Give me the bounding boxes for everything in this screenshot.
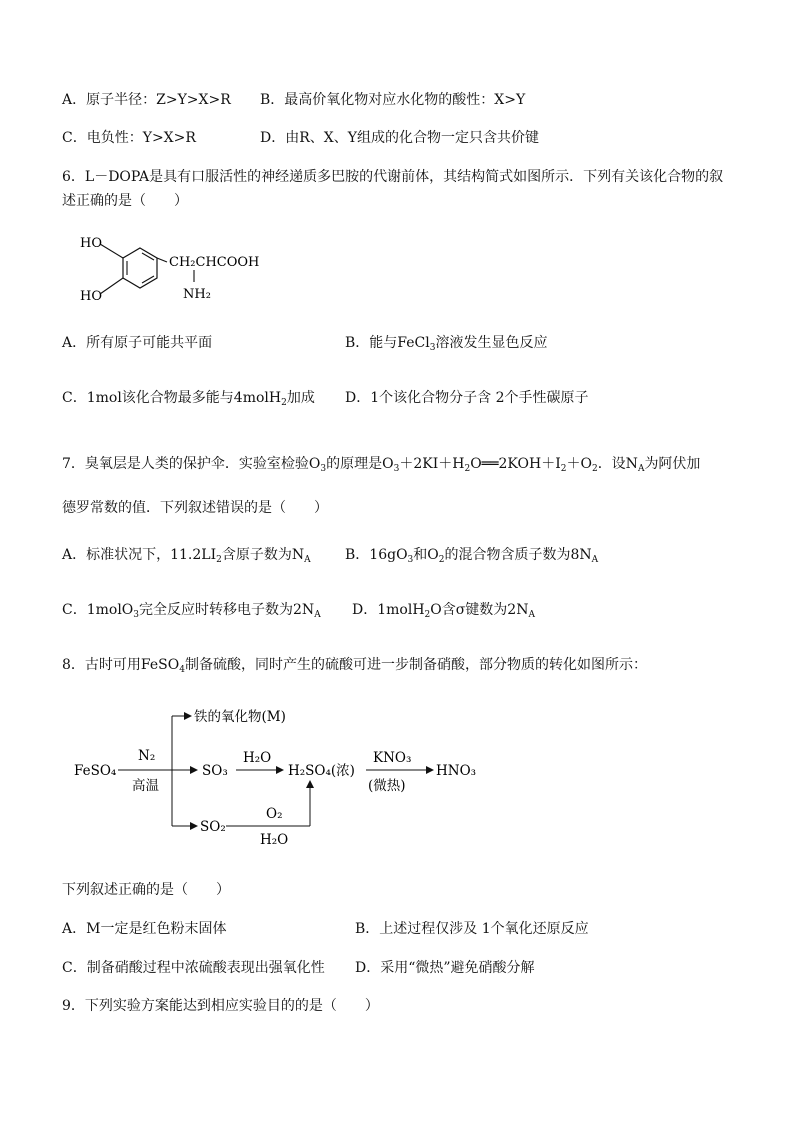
q6-stem-line1: 6．L－DOPA是具有口服活性的神经递质多巴胺的代谢前体，其结构简式如图所示．下列有关该化合物的叙 — [62, 169, 724, 185]
q6-bond-side-chain — [157, 258, 167, 262]
q7-stem-line2: 德罗常数的值．下列叙述错误的是（ ） — [62, 500, 328, 516]
q5-option-b: B．最高价氧化物对应水化物的酸性：X>Y — [260, 92, 526, 108]
q6-ring-double-bond — [142, 276, 154, 283]
q8-option-c: C．制备硝酸过程中浓硫酸表现出强氧化性 — [62, 960, 325, 976]
q7-option-c: C．1molO$_3$完全反应时转移电子数为$2N_A$ — [62, 602, 321, 620]
q7-option-d: D．1molH$_2$O含σ键数为$2N_A$ — [352, 602, 535, 620]
q8-n2: N₂ — [138, 748, 156, 764]
q8-o2: O₂ — [266, 806, 283, 822]
q6-benzene-ring — [123, 248, 157, 288]
q6-structure-diagram — [75, 228, 265, 308]
q8-iron-oxide: 铁的氧化物(M) — [194, 709, 286, 725]
q6-nh2-label: NH₂ — [183, 287, 211, 302]
q8-hno3: HNO₃ — [436, 763, 477, 779]
q6-bond-oh-top — [100, 244, 123, 258]
q5-option-c: C．电负性：Y>X>R — [62, 130, 196, 146]
q6-chain-label: CH₂CHCOOH — [169, 255, 260, 270]
q8-arrowhead — [190, 766, 198, 774]
q7-stem-line1: 7．臭氧层是人类的保护伞．实验室检验$O_3$的原理是$O_3+2KI+H_2O══2KOH+I_2+O_2$．设$N_A$为阿伏加 — [62, 456, 701, 474]
q8-kno3: KNO₃ — [373, 750, 412, 766]
q6-option-c: C．1mol该化合物最多能与4molH$_2$加成 — [62, 390, 315, 408]
q6-ho-top: HO — [80, 236, 102, 251]
q8-h2o: H₂O — [243, 750, 272, 766]
q8-arrowhead — [190, 822, 198, 830]
q8-arrowhead — [426, 766, 434, 774]
q8-option-d: D．采用“微热”避免硝酸分解 — [355, 960, 535, 976]
q6-stem-line2: 述正确的是（ ） — [62, 193, 188, 209]
q8-weire: (微热) — [368, 778, 406, 794]
q8-so2: SO₂ — [200, 819, 226, 835]
q5-option-a: A．原子半径：Z>Y>X>R — [62, 92, 231, 108]
q7-option-b: B．$16gO_3$和$O_2$的混合物含质子数为$8N_A$ — [345, 547, 599, 565]
q6-bond-oh-bottom — [100, 278, 123, 294]
q7-option-a: A．标准状况下，$11.2LI_2$含原子数为$N_A$ — [62, 547, 311, 565]
q6-ho-bottom: HO — [80, 289, 102, 304]
q5-option-d: D．由R、X、Y组成的化合物一定只含共价键 — [260, 130, 539, 146]
q9-stem: 9．下列实验方案能达到相应实验目的的是（ ） — [62, 998, 379, 1014]
q8-so3: SO₃ — [202, 763, 228, 779]
q8-feso4: FeSO₄ — [74, 763, 117, 779]
q8-h2o-bottom: H₂O — [260, 832, 289, 848]
q8-conversion-diagram — [70, 704, 490, 854]
q8-stem: 8．古时可用FeSO$_4$制备硫酸，同时产生的硫酸可进一步制备硝酸，部分物质的转化如图所示： — [62, 657, 647, 675]
q8-arrowhead — [276, 766, 284, 774]
q6-option-d: D．1个该化合物分子含 2个手性碳原子 — [345, 390, 589, 406]
q8-option-a: A．M一定是红色粉末固体 — [62, 921, 227, 937]
q8-gaowen: 高温 — [132, 778, 159, 794]
q8-option-b: B．上述过程仅涉及 1个氧化还原反应 — [355, 921, 589, 937]
q8-arrowhead — [306, 780, 314, 788]
q8-stem-line2: 下列叙述正确的是（ ） — [62, 882, 230, 898]
q6-option-a: A．所有原子可能共平面 — [62, 335, 213, 351]
q8-arrowhead — [184, 712, 192, 720]
q6-ring-double-bond — [142, 253, 154, 260]
q8-h2so4: H₂SO₄(浓) — [288, 763, 355, 779]
q6-option-b: B．能与FeCl$_3$溶液发生显色反应 — [345, 335, 548, 353]
